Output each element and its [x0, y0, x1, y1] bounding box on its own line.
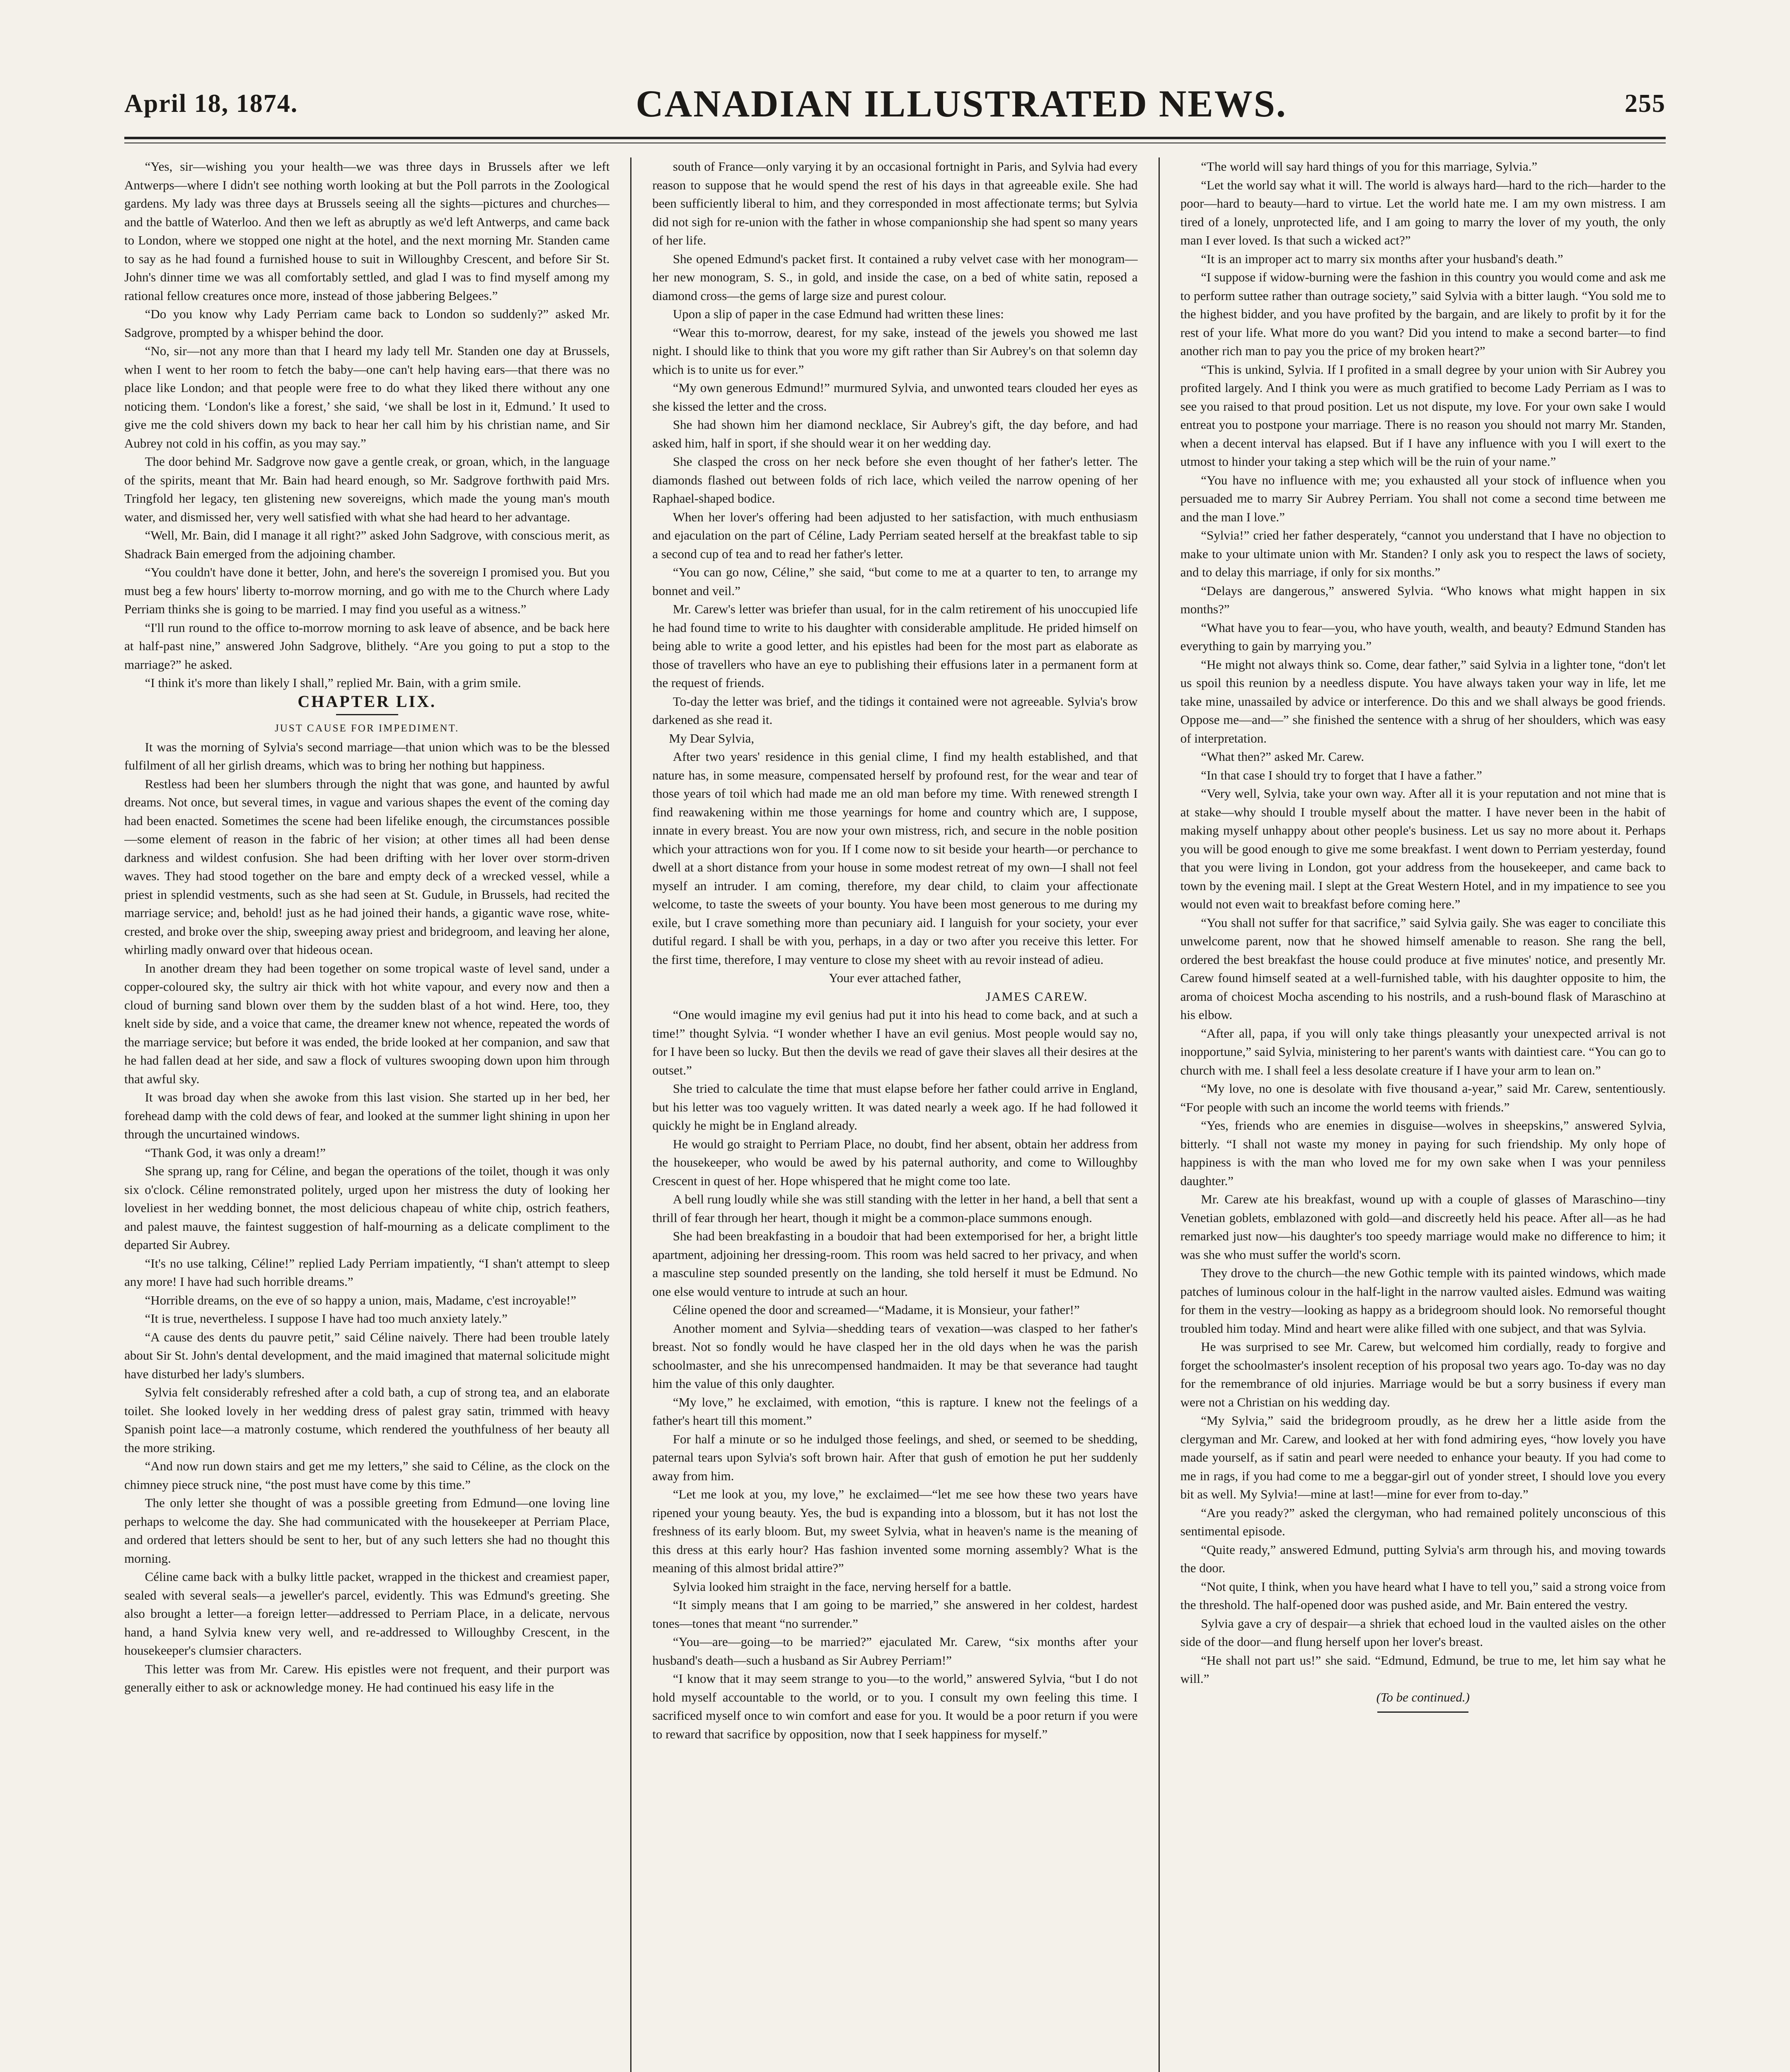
- paragraph: Upon a slip of paper in the case Edmund had written these lines:: [672, 307, 1004, 321]
- paragraph: Restless had been her slumbers through the night that was gone, and haunted by awful dreams. Not once, but several times, in vague and various shapes the event of the coming day had been enacted. Sometimes the scene had been lifelike enough, the circumstances possible—some element of reason in the fabric of her vision; at other times all had been dense darkness and wildest confusion. She had been drifting with her lover over storm-driven waves. They had stood together on the bare and empty deck of a wrecked vessel, while a priest in splendid vestments, such as she had seen at St. Gudule, in Brussels, had recited the marriage service; and, behold! just as he had joined their hands, a gigantic wave rose, white-crested, and broke over the ship, sweeping away priest and bridegroom, and leaving her alone, whirling madly onward over that hideous ocean.: [124, 776, 610, 957]
- paragraph: “I know that it may seem strange to you—to the world,” answered Sylvia, “but I do not hold myself accountable to the world, or to you. I consult my own feeling this time. I sacrificed myself once to win comfort and ease for you. It would be a poor return if you were to reward that sacrifice by opposition, now that I seek happiness for myself.”: [652, 1671, 1138, 1741]
- paragraph: Sylvia gave a cry of despair—a shriek that echoed loud in the vaulted aisles on the other side of the door—and flung herself upon her lover's breast.: [1180, 1616, 1666, 1649]
- paragraph: south of France—only varying it by an occasional fortnight in Paris, and Sylvia had every reason to suppose that he would spend the rest of his days in that agreeable exile. She had been sufficiently liberal to him, and they corresponded in most affectionate terms; but Sylvia did not sigh for re-union with the father in whose companionship she had spent so many years of her life.: [652, 159, 1138, 247]
- paragraph: “Not quite, I think, when you have heard what I have to tell you,” said a strong voice from the threshold. The half-opened door was pushed aside, and Mr. Bain entered the vestry.: [1180, 1579, 1666, 1612]
- paragraph: “Horrible dreams, on the eve of so happy a union, mais, Madame, c'est incroyable!”: [145, 1293, 576, 1307]
- paragraph: “No, sir—not any more than that I heard my lady tell Mr. Standen one day at Brussels, when I went to her room to fetch the baby—one can't help having ears—that there was no place like London; and that people were free to do what they liked there without any one noticing them. ‘London's like a forest,’ she said, ‘we shall be lost in it, Edmund.’ It used to give me the cold shivers down my back to hear her call him by his christian name, and Sir Aubrey not cold in his coffin, as you may say.”: [124, 344, 610, 450]
- paragraph: “I suppose if widow-burning were the fashion in this country you would come and ask me to perform suttee rather than outrage society,” said Sylvia with a bitter laugh. “You sold me to the highest bidder, and you have profited by the bargain, and are likely to profit by it for the rest of your life. What more do you want? Did you intend to make a second barter—to find another rich man to pay you the price of my broken heart?”: [1180, 270, 1666, 358]
- paragraph: Mr. Carew ate his breakfast, wound up with a couple of glasses of Maraschino—tiny Venetian goblets, emblazoned with gold—and discreetly held his peace. After all—as he had remarked just now—his daughter's too speedy marriage would make no difference to him; it was she who must suffer the world's scorn.: [1180, 1192, 1666, 1262]
- paragraph: When her lover's offering had been adjusted to her satisfaction, with much enthusiasm and ejaculation on the part of Céline, Lady Perriam seated herself at the breakfast table to sip a second cup of tea and to read her father's letter.: [652, 509, 1138, 561]
- paragraph: The only letter she thought of was a possible greeting from Edmund—one loving line perhaps to welcome the day. She had communicated with the housekeeper at Perriam Place, and ordered that letters should be sent to her, but of any such letters she had no thought this morning.: [124, 1496, 610, 1566]
- paragraph: “Wear this to-morrow, dearest, for my sake, instead of the jewels you showed me last night. I should like to think that you wore my gift rather than Sir Aubrey's on that solemn day which is to unite us for ever.”: [652, 325, 1138, 377]
- paragraph: “You couldn't have done it better, John, and here's the sovereign I promised you. But you must beg a few hours' liberty to-morrow morning, and go with me to the Church where Lady Perriam thinks she is going to be married. I may find you useful as a witness.”: [124, 565, 610, 616]
- paragraph: “Are you ready?” asked the clergyman, who had remained politely unconscious of this sentimental episode.: [1180, 1505, 1666, 1538]
- paragraph: “I'll run round to the office to-morrow morning to ask leave of absence, and be back here at half-past nine,” answered John Sadgrove, blithely. “Are you going to put a stop to the marriage?” he asked.: [124, 620, 610, 672]
- continued-notice: (To be continued.): [1376, 1690, 1470, 1704]
- page-header: [124, 75, 1666, 133]
- paragraph: “Do you know why Lady Perriam came back to London so suddenly?” asked Mr. Sadgrove, prompted by a whisper behind the door.: [124, 307, 610, 340]
- paragraph: Céline came back with a bulky little packet, wrapped in the thickest and creamiest paper, sealed with several seals—a jeweller's parcel, evidently. This was Edmund's greeting. She also brought a letter—a foreign letter—addressed to Perriam Place, in a delicate, nervous hand, a hand Sylvia knew very well, and re-addressed to Willoughby Crescent, in the housekeeper's clumsier characters.: [124, 1569, 610, 1658]
- paragraph: “He shall not part us!” she said. “Edmund, Edmund, be true to me, let him say what he will.”: [1180, 1653, 1666, 1686]
- paragraph: “My love, no one is desolate with five thousand a-year,” said Mr. Carew, sententiously. “For people with such an income the world teems with friends.”: [1180, 1081, 1666, 1114]
- letter-signature: JAMES CAREW.: [985, 989, 1088, 1004]
- letter-salutation: My Dear Sylvia,: [669, 731, 755, 746]
- paragraph: She clasped the cross on her neck before she even thought of her father's letter. The diamonds flashed out between folds of rich lace, which veiled the narrow opening of her Raphael-shaped bodice.: [652, 454, 1138, 506]
- paragraph: “One would imagine my evil genius had put it into his head to come back, and at such a time!” thought Sylvia. “I wonder whether I have an evil genius. Most people would say no, for I have been so lucky. But then the devils we read of gave their slaves all their desires at the outset.”: [652, 1007, 1138, 1077]
- chapter-title: CHAPTER LIX.: [298, 692, 437, 711]
- paragraph: “My Sylvia,” said the bridegroom proudly, as he drew her a little aside from the clergyman and Mr. Carew, and looked at her with fond admiring eyes, “how lovely you have made yourself, as if satin and pearl were needed to enhance your beauty. If you had come to me in rags, if you had come to me a beggar-girl out of yonder street, I should love you every bit as well. My Sylvia!—mine at last!—mine for ever from to-day.”: [1180, 1413, 1666, 1501]
- paragraph: “What have you to fear—you, who have youth, wealth, and beauty? Edmund Standen has everything to gain by marrying you.”: [1180, 620, 1666, 653]
- paragraph: “Yes, sir—wishing you your health—we was three days in Brussels after we left Antwerps—where I didn't see nothing worth looking at but the Poll parrots in the Zoological gardens. My lady was three days at Brussels seeing all the sights—pictures and churches—and the battle of Waterloo. And then we left as abruptly as we'd left Antwerps, and came back to London, where we stopped one night at the hotel, and the next morning Mr. Standen came to say as he had found a furnished house to suit in Willoughby Crescent, and before Sir St. John's dinner time we was all comfortably settled, and glad I was to find myself among my rational fellow creatures once more, instead of those jabbering Belgees.”: [124, 159, 610, 303]
- paragraph: Sylvia felt considerably refreshed after a cold bath, a cup of strong tea, and an elaborate toilet. She looked lovely in her wedding dress of palest gray satin, trimmed with heavy Spanish point lace—a matronly costume, which rendered the youthfulness of her beauty all the more striking.: [124, 1385, 610, 1455]
- paragraph: “You have no influence with me; you exhausted all your stock of influence when you persuaded me to marry Sir Aubrey Perriam. You shall not come a second time between me and the man I love.”: [1180, 472, 1666, 524]
- column-divider: [630, 157, 631, 2072]
- paragraph: “Let me look at you, my love,” he exclaimed—“let me see how these two years have ripened your young beauty. Yes, the bud is expanding into a blossom, but it has not lost the freshness of its early bloom. But, my sweet Sylvia, what in heaven's name is the meaning of this dress at this early hour? Has fashion invented some morning assembly? What is the meaning of this almost bridal attire?”: [652, 1487, 1138, 1575]
- paragraph: “Very well, Sylvia, take your own way. After all it is your reputation and not mine that is at stake—why should I trouble myself about the matter. I have never been in the habit of making myself unhappy about other people's business. Let us say no more about it. Perhaps you will be good enough to give me some breakfast. I went down to Perriam yesterday, found that you were living in London, got your address from the housekeeper, and came back to town by the evening mail. I slept at the Great Western Hotel, and in my impatience to see you would not even wait to breakfast before coming here.”: [1180, 786, 1666, 911]
- paragraph: “A cause des dents du pauvre petit,” said Céline naively. There had been trouble lately about Sir St. John's dental development, and the maid imagined that maternal solicitude might have disturbed her lady's slumbers.: [124, 1329, 610, 1381]
- paragraph: “It's no use talking, Céline!” replied Lady Perriam impatiently, “I shan't attempt to sleep any more! I have had such horrible dreams.”: [124, 1256, 610, 1289]
- paragraph: It was broad day when she awoke from this last vision. She started up in her bed, her forehead damp with the cold dews of fear, and looked at the summer light shining in upon her through the uncurtained windows.: [124, 1090, 610, 1141]
- paragraph: “Let the world say what it will. The world is always hard—hard to the rich—harder to the poor—hard to beauty—hard to virtue. Let the world hate me. I am my own mistress. I am tired of a lonely, unprotected life, and I am going to marry the lover of my youth, the only man I ever loved. Is that such a wicked act?”: [1180, 177, 1666, 247]
- paragraph: “Sylvia!” cried her father desperately, “cannot you understand that I have no objection to make to your ultimate union with Mr. Standen? I only ask you to respect the laws of society, and to delay this marriage, if only for six months.”: [1180, 528, 1666, 579]
- paragraph: This letter was from Mr. Carew. His epistles were not frequent, and their purport was generally either to ask or acknowledge money. He had continued his easy life in the: [124, 1661, 610, 1694]
- text-columns: [124, 157, 1666, 2072]
- paragraph: Sylvia looked him straight in the face, nerving herself for a battle.: [672, 1579, 1011, 1594]
- paragraph: “He might not always think so. Come, dear father,” said Sylvia in a lighter tone, “don't let us spoil this reunion by a needless dispute. You have always taken your way in life, let me take mine, unassailed by advice or interference. Do this and we shall always be good friends. Oppose me—and—” she finished the sentence with a shrug of her shoulders, which was easy of interpretation.: [1180, 657, 1666, 746]
- letter-signoff: Your ever attached father,: [829, 971, 961, 985]
- paragraph: He would go straight to Perriam Place, no doubt, find her absent, obtain her address from the housekeeper, who would be awed by his paternal authority, and come to Willoughby Crescent in quest of her. Hope whispered that he might come too late.: [652, 1136, 1138, 1188]
- paragraph: She opened Edmund's packet first. It contained a ruby velvet case with her monogram—her new monogram, S. S., in gold, and inside the case, on a bed of white satin, reposed a diamond cross—the gems of large size and purest colour.: [652, 251, 1138, 303]
- paragraph: It was the morning of Sylvia's second marriage—that union which was to be the blessed fulfilment of all her girlish dreams, which was to bring her nothing but happiness.: [124, 739, 610, 772]
- paragraph: “It simply means that I am going to be married,” she answered in her coldest, hardest tones—tones that meant “no surrender.”: [652, 1598, 1138, 1631]
- paragraph: “My love,” he exclaimed, with emotion, “this is rapture. I knew not the feelings of a father's heart till this moment.”: [652, 1394, 1138, 1428]
- letter-body: After two years' residence in this genial clime, I find my health established, and that nature has, in some measure, compensated herself by profound rest, for the wear and tear of those years of toil which had made me an old man before my time. With renewed strength I find reawakening within me those yearnings for home and country which are, I suppose, innate in every breast. You are now your own mistress, rich, and secure in the noble position which your attractions won for you. If I come now to sit beside your hearth—or perchance to dwell at a short distance from your house in some modest retreat of my own—I shall not feel myself an intruder. I am coming, therefore, my dear child, to claim your affectionate welcome, to taste the sweets of your bounty. You have been most generous to me during my exile, but I crave something more than pecuniary aid. I languish for your society, your ever dutiful regard. I shall be with you, perhaps, in a day or two after you receive this letter. For the first time, therefore, I may venture to close my sheet with au revoir instead of adieu.: [652, 749, 1138, 967]
- paragraph: To-day the letter was brief, and the tidings it contained were not agreeable. Sylvia's brow darkened as she read it.: [652, 694, 1138, 727]
- paragraph: “What then?” asked Mr. Carew.: [1201, 749, 1364, 764]
- paragraph: For half a minute or so he indulged those feelings, and shed, or seemed to be shedding, paternal tears upon Sylvia's soft brown hair. After that gush of emotion he put her suddenly away from him.: [652, 1431, 1138, 1483]
- column-2: [652, 157, 1137, 2072]
- paragraph: “My own generous Edmund!” murmured Sylvia, and unwonted tears clouded her eyes as she kissed the letter and the cross.: [652, 380, 1138, 414]
- paragraph: The door behind Mr. Sadgrove now gave a gentle creak, or groan, which, in the language of the spirits, meant that Mr. Bain had heard enough, so Mr. Sadgrove forthwith paid Mrs. Tringfold her legacy, ten glistening new sovereigns, which made the young man's mouth water, and dismissed her, very well satisfied with what she had heard to her advantage.: [124, 454, 610, 524]
- paragraph: “And now run down stairs and get me my letters,” she said to Céline, as the clock on the chimney piece struck nine, “the post must have come by this time.”: [124, 1459, 610, 1492]
- paragraph: “Thank God, it was only a dream!”: [145, 1145, 326, 1160]
- paragraph: “In that case I should try to forget that I have a father.”: [1201, 767, 1482, 782]
- paragraph: Another moment and Sylvia—shedding tears of vexation—was clasped to her father's breast. Not so fondly would he have clasped her in the old days when he was the parish schoolmaster, and she his unrecompensed handmaiden. It may be that severance had taught him the value of this only daughter.: [652, 1321, 1138, 1391]
- end-rule: [1377, 1711, 1468, 1713]
- paragraph: She tried to calculate the time that must elapse before her father could arrive in England, but his letter was too vaguely written. It was dated nearly a week ago. If he had followed it quickly he might be in England already.: [652, 1081, 1138, 1133]
- paragraph: “It is true, nevertheless. I suppose I have had too much anxiety lately.”: [145, 1311, 508, 1326]
- column-divider: [1159, 157, 1160, 2072]
- paragraph: “Well, Mr. Bain, did I manage it all right?” asked John Sadgrove, with conscious merit, as Shadrack Bain emerged from the adjoining chamber.: [124, 528, 610, 561]
- paragraph: “Quite ready,” answered Edmund, putting Sylvia's arm through his, and moving towards the door.: [1180, 1542, 1666, 1575]
- paragraph: She had shown him her diamond necklace, Sir Aubrey's gift, the day before, and had asked him, half in sport, if she should wear it on her wedding day.: [652, 417, 1138, 450]
- paragraph: She sprang up, rang for Céline, and began the operations of the toilet, though it was only six o'clock. Céline remonstrated politely, urged upon her mistress the duty of looking her loveliest in her wedding bonnet, the most delicious chapeau of white chip, ostrich feathers, and palest mauve, the faintest suggestion of half-mourning as a delicate compliment to the departed Sir Aubrey.: [124, 1164, 610, 1252]
- paragraph: “It is an improper act to marry six months after your husband's death.”: [1201, 251, 1563, 266]
- paragraph: “You shall not suffer for that sacrifice,” said Sylvia gaily. She was eager to conciliate this unwelcome parent, now that he showed himself amenable to reason. She rang the bell, ordered the best breakfast the house could produce at five minutes' notice, and presently Mr. Carew found himself seated at a well-furnished table, with his daughter opposite to him, the aroma of choicest Mocha ascending to his nostrils, and a rush-bound flask of Maraschino at his elbow.: [1180, 915, 1666, 1022]
- paragraph: They drove to the church—the new Gothic temple with its painted windows, which made patches of luminous colour in the half-light in the narrow vaulted aisles. Edmund was waiting for them in the vestry—looking as happy as a bridegroom should look. No remorseful thought troubled him today. Mind and heart were alike filled with one subject, and that was Sylvia.: [1180, 1266, 1666, 1336]
- paragraph: She had been breakfasting in a boudoir that had been extemporised for her, a bright little apartment, adjoining her dressing-room. This room was held sacred to her privacy, and when a masculine step sounded presently on the landing, she told herself it must be Edmund. No one else would venture to intrude at such an hour.: [652, 1229, 1138, 1299]
- paragraph: “This is unkind, Sylvia. If I profited in a small degree by your union with Sir Aubrey you profited largely. And I think you were as much gratified to become Lady Perriam as I was to see you raised to that proud position. Let us not dispute, my love. For your own sake I would entreat you to postpone your marriage. There is no reason you should not marry Mr. Standen, when a decent interval has elapsed. But if I have any influence with you I will exert to the utmost to hinder your taking a step which will be the ruin of your name.”: [1180, 362, 1666, 469]
- chapter-rule: [336, 714, 398, 715]
- paragraph: He was surprised to see Mr. Carew, but welcomed him cordially, ready to forgive and forget the schoolmaster's insolent reception of his proposal two years ago. To-day was no day for the remembrance of old injuries. Marriage would be but a sorry business if every man were not a Christian on his wedding day.: [1180, 1339, 1666, 1409]
- paragraph: “You can go now, Céline,” she said, “but come to me at a quarter to ten, to arrange my bonnet and veil.”: [652, 565, 1138, 598]
- paragraph: “Delays are dangerous,” answered Sylvia. “Who knows what might happen in six months?”: [1180, 583, 1666, 616]
- paragraph: Céline opened the door and screamed—“Madame, it is Monsieur, your father!”: [672, 1302, 1080, 1317]
- issue-date: April 18, 1874.: [124, 89, 298, 118]
- paragraph: “I think it's more than likely I shall,” replied Mr. Bain, with a grim smile.: [145, 675, 521, 690]
- column-1: [124, 157, 610, 2072]
- paragraph: A bell rung loudly while she was still standing with the letter in her hand, a bell that sent a thrill of fear through her heart, though it might be a common-place summons enough.: [652, 1192, 1138, 1225]
- header-rule: [124, 137, 1666, 139]
- column-3: [1180, 157, 1666, 2072]
- paragraph: “After all, papa, if you will only take things pleasantly your unexpected arrival is not inopportune,” said Sylvia, ministering to her parent's wants with daintiest care. “You can go to church with me. I shall feel a less desolate creature if I have your arm to lean on.”: [1180, 1026, 1666, 1077]
- paragraph: “You—are—going—to be married?” ejaculated Mr. Carew, “six months after your husband's death—such a husband as Sir Aubrey Perriam!”: [652, 1634, 1138, 1668]
- paragraph: In another dream they had been together on some tropical waste of level sand, under a copper-coloured sky, the sultry air thick with hot white vapour, and every now and then a cloud of burning sand blown over them by the sudden blast of a hot wind. Here, too, they knelt side by side, and a voice that came, the dreamer knew not whence, repeated the words of the marriage service; but before it was ended, the bride looked at her companion, and saw that he had fallen dead at her side, and saw a flock of vultures swooping down upon him through that awful sky.: [124, 961, 610, 1086]
- page-number: 255: [1624, 89, 1666, 118]
- chapter-subtitle: JUST CAUSE FOR IMPEDIMENT.: [275, 723, 460, 734]
- paragraph: Mr. Carew's letter was briefer than usual, for in the calm retirement of his unoccupied life he had found time to write to his daughter with considerable amplitude. He prided himself on being able to write a good letter, and his epistles had been for the most part as elaborate as those of travellers who have an eye to publishing their effusions later in a permanent form at the request of friends.: [652, 602, 1138, 690]
- paragraph: “The world will say hard things of you for this marriage, Sylvia.”: [1201, 159, 1538, 174]
- paragraph: “Yes, friends who are enemies in disguise—wolves in sheepskins,” answered Sylvia, bitterly. “I shall not waste my money in paying for such friendship. My only hope of happiness is with the man who loved me for my own sake when I was your penniless daughter.”: [1180, 1118, 1666, 1188]
- publication-title: CANADIAN ILLUSTRATED NEWS.: [636, 82, 1287, 125]
